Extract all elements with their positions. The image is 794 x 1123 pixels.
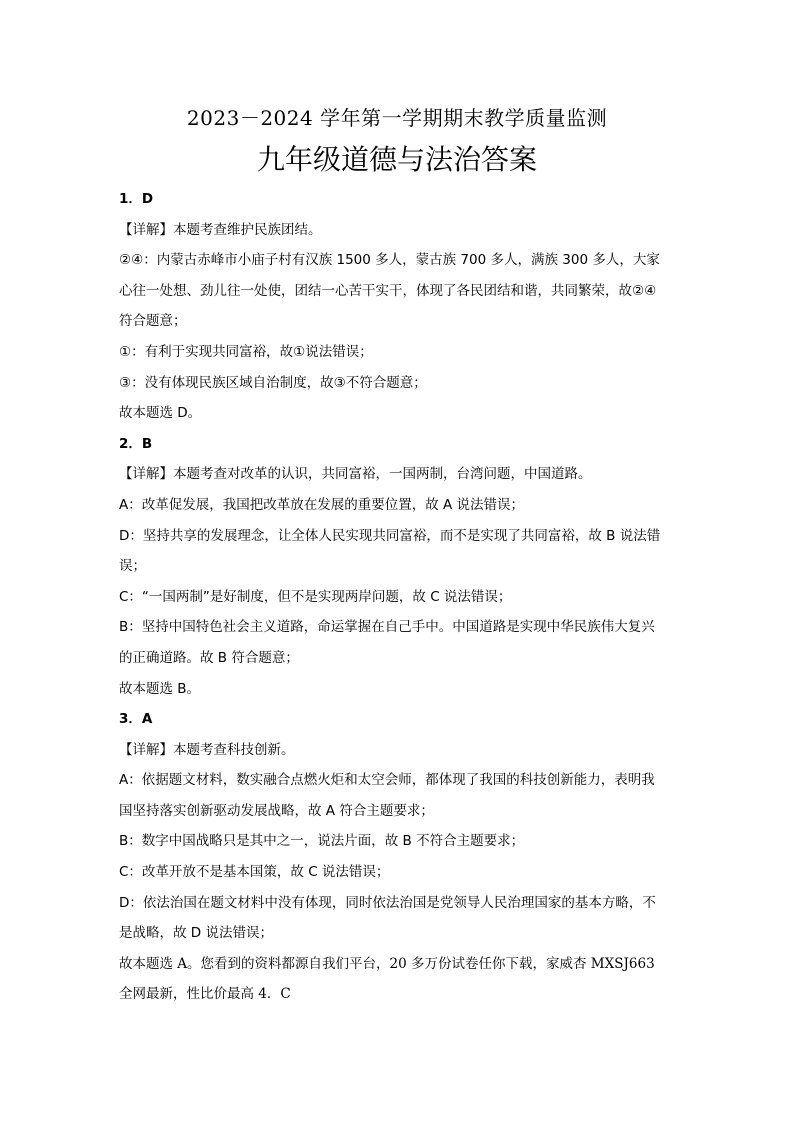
question-number: 1．D [119,191,154,207]
text-line: 【详解】本题考查对改革的认识，共同富裕，一国两制，台湾问题，中国道路。 [119,466,592,483]
question-number: 3．A [119,711,153,728]
text-line: D：依法治国在题文材料中没有体现，同时依法治国是党领导人民治理国家的基本方略，不 [119,894,656,911]
exam-title: 2023－2024 学年第一学期期末教学质量监测 [186,106,608,130]
text-line: 【详解】本题考查维护民族团结。 [119,221,322,238]
text-line: A：改革促发展，我国把改革放在发展的重要位置，故 A 说法错误； [119,496,525,513]
text-line: C：改革开放不是基本国策，故 C 说法错误； [119,864,390,881]
text-line: B：坚持中国特色社会主义道路，命运掌握在自己手中。中国道路是实现中华民族伟大复兴 [119,619,655,636]
text-line: ③：没有体现民族区域自治制度，故③不符合题意； [119,374,427,391]
answer-title: 九年级道德与法治答案 [256,143,537,176]
text-line: ①：有利于实现共同富裕，故①说法错误； [119,343,373,360]
text-line: 符合题意； [119,313,187,330]
text-line: 国坚持落实创新驱动发展战略，故 A 符合主题要求； [119,802,434,819]
answer-body [119,184,679,1010]
text-line: ②④：内蒙古赤峰市小庙子村有汉族 1500 多人，蒙古族 700 多人，满族 300 多人，大家 [119,252,660,269]
text-line: 误； [119,558,146,575]
promo-text-line: 故本题选 A。您看到的资料都源自我们平台，20 多万份试卷任你下载，家威杏 MXSJ663 [119,955,655,972]
question-number: 2．B [119,435,153,452]
text-line: 【详解】本题考查科技创新。 [119,741,295,758]
text-line: 是战略，故 D 说法错误； [119,925,273,942]
text-line: 的正确道路。故 B 符合题意； [119,649,299,666]
text-line: 故本题选 B。 [119,680,201,697]
promo-text-line: 全网最新，性比价最高 4．C [119,986,291,1003]
text-line: C：“一国两制”是好制度，但不是实现两岸问题，故 C 说法错误； [119,588,512,605]
text-line: 心往一处想、劲儿往一处使，团结一心苦干实干，体现了各民团结和谐，共同繁荣，故②④ [119,282,657,299]
text-line: D：坚持共享的发展理念，让全体人民实现共同富裕，而不是实现了共同富裕，故 B 说法错 [119,527,661,544]
text-line: B：数字中国战略只是其中之一，说法片面，故 B 不符合主题要求； [119,833,525,850]
text-line: 故本题选 D。 [119,405,202,422]
text-line: A：依据题文材料，数实融合点燃火炬和太空会师，都体现了我国的科技创新能力，表明我 [119,772,655,789]
